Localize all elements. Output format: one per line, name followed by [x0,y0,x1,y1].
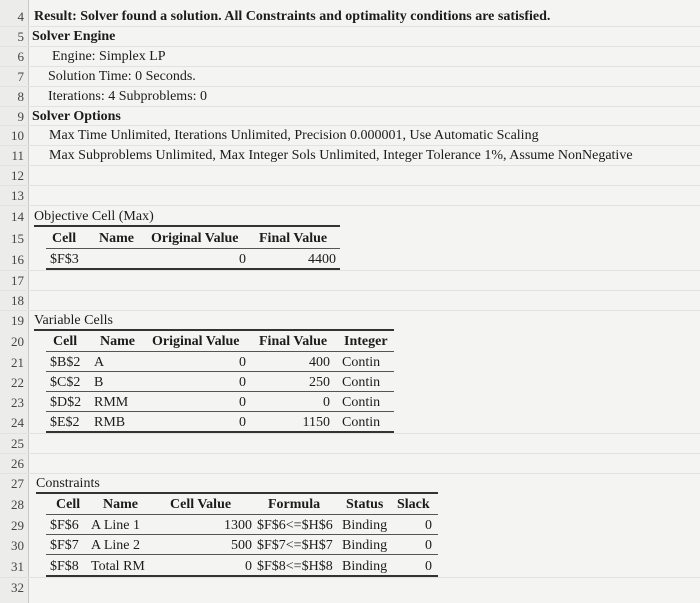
variable-name[interactable]: RMB [94,415,126,430]
row-rule [46,534,438,535]
constraints-header-rule [46,514,438,515]
constraint-value[interactable]: 0 [245,559,252,574]
constraints-header-cell[interactable]: Cell [56,497,81,512]
constraints-header-status[interactable]: Status [346,497,384,512]
variable-name[interactable]: RMM [94,395,129,410]
variable-integer[interactable]: Contin [342,415,381,430]
constraints-bottom-rule [46,575,438,577]
constraints-top-rule [36,492,438,494]
gridline [0,577,700,578]
variable-original[interactable]: 0 [239,375,246,390]
variable-final[interactable]: 0 [323,395,330,410]
variable-final[interactable]: 250 [309,375,330,390]
constraint-status[interactable]: Binding [342,518,388,533]
options-header[interactable]: Solver Options [32,109,121,124]
constraints-header-name[interactable]: Name [103,497,138,512]
engine-header[interactable]: Solver Engine [32,29,116,44]
row-rule [46,391,394,392]
objective-original-value[interactable]: 0 [239,252,246,267]
row-rule [46,371,394,372]
engine-type[interactable]: Engine: Simplex LP [52,49,166,64]
row-number[interactable]: 30 [11,538,24,553]
objective-header-final[interactable]: Final Value [259,231,328,246]
constraints-header-value[interactable]: Cell Value [170,497,232,512]
variable-name[interactable]: B [94,375,104,390]
objective-title[interactable]: Objective Cell (Max) [34,209,154,224]
variables-header-final[interactable]: Final Value [259,334,328,349]
objective-header-cell[interactable]: Cell [52,231,77,246]
variable-original[interactable]: 0 [239,355,246,370]
constraint-formula[interactable]: $F$8<=$H$8 [257,559,333,574]
row-number[interactable]: 14 [11,209,24,224]
variable-cell-ref[interactable]: $E$2 [50,415,80,430]
objective-top-rule [34,225,340,227]
variable-cell-ref[interactable]: $C$2 [50,375,81,390]
row-number[interactable]: 15 [11,231,24,246]
row-number[interactable]: 10 [11,128,24,143]
variable-cell-ref[interactable]: $B$2 [50,355,81,370]
variables-header-cell[interactable]: Cell [53,334,78,349]
row-number[interactable]: 24 [11,415,24,430]
variables-header-original[interactable]: Original Value [152,334,240,349]
variable-original[interactable]: 0 [239,395,246,410]
row-rule [46,554,438,555]
constraint-value[interactable]: 1300 [224,518,252,533]
row-number[interactable]: 13 [11,188,24,203]
row-number[interactable]: 31 [11,559,24,574]
row-number[interactable]: 11 [11,148,24,163]
row-number[interactable]: 28 [11,497,24,512]
variable-cell-ref[interactable]: $D$2 [50,395,82,410]
gridline [0,165,700,166]
result-message[interactable]: Result: Solver found a solution. All Constraints and optimality conditions are satisfied. [34,9,551,24]
row-number[interactable]: 23 [11,395,24,410]
constraint-cell-ref[interactable]: $F$6 [50,518,79,533]
objective-header-original[interactable]: Original Value [151,231,239,246]
variables-bottom-rule [46,431,394,433]
variable-integer[interactable]: Contin [342,395,381,410]
row-header-column [0,0,29,603]
constraint-slack[interactable]: 0 [425,518,432,533]
variables-title[interactable]: Variable Cells [34,313,113,328]
row-number[interactable]: 25 [11,436,24,451]
variables-top-rule [34,329,394,331]
options-line-1[interactable]: Max Time Unlimited, Iterations Unlimited, Precision 0.000001, Use Automatic Scaling [49,128,539,143]
variables-header-name[interactable]: Name [100,334,135,349]
objective-cell-ref[interactable]: $F$3 [50,252,79,267]
constraints-header-formula[interactable]: Formula [268,497,321,512]
row-rule [46,411,394,412]
variables-header-rule [46,351,394,352]
constraint-cell-ref[interactable]: $F$8 [50,559,79,574]
variables-header-integer[interactable]: Integer [344,334,388,349]
constraints-header-slack[interactable]: Slack [397,497,430,512]
variable-integer[interactable]: Contin [342,355,381,370]
variable-name[interactable]: A [94,355,105,370]
row-number[interactable]: 21 [11,355,24,370]
iterations[interactable]: Iterations: 4 Subproblems: 0 [48,89,208,104]
constraint-slack[interactable]: 0 [425,538,432,553]
solution-time[interactable]: Solution Time: 0 Seconds. [48,69,196,84]
constraint-name[interactable]: Total RM [91,559,145,574]
row-number[interactable]: 12 [11,168,24,183]
row-number[interactable]: 7 [17,69,24,84]
row-number[interactable]: 17 [11,273,24,288]
constraint-name[interactable]: A Line 2 [91,538,140,553]
row-number[interactable]: 22 [11,375,24,390]
row-number[interactable]: 32 [11,580,24,595]
gridline [0,185,700,186]
constraint-value[interactable]: 500 [231,538,252,553]
row-number[interactable]: 19 [11,313,24,328]
constraints-title[interactable]: Constraints [36,476,100,491]
constraint-formula[interactable]: $F$7<=$H$7 [257,538,333,553]
constraint-name[interactable]: A Line 1 [91,518,140,533]
gridline [0,433,700,434]
row-number[interactable]: 8 [17,89,24,104]
row-number[interactable]: 27 [11,476,24,491]
constraint-formula[interactable]: $F$6<=$H$6 [257,518,333,533]
constraint-cell-ref[interactable]: $F$7 [50,538,79,553]
row-number[interactable]: 29 [11,518,24,533]
constraint-slack[interactable]: 0 [425,559,432,574]
gridline [0,270,700,271]
constraint-status[interactable]: Binding [342,559,388,574]
variable-final[interactable]: 1150 [302,415,330,430]
row-number[interactable]: 9 [17,109,24,124]
objective-header-rule [46,248,340,249]
variable-original[interactable]: 0 [239,415,246,430]
row-number[interactable]: 4 [17,9,24,24]
row-number[interactable]: 26 [11,456,24,471]
objective-header-name[interactable]: Name [99,231,134,246]
variable-final[interactable]: 400 [309,355,330,370]
constraint-status[interactable]: Binding [342,538,388,553]
row-number[interactable]: 18 [11,293,24,308]
options-line-2[interactable]: Max Subproblems Unlimited, Max Integer Sols Unlimited, Integer Tolerance 1%, Assume NonNegative [49,148,633,163]
objective-final-value[interactable]: 4400 [308,252,336,267]
row-number[interactable]: 16 [11,252,24,267]
variable-integer[interactable]: Contin [342,375,381,390]
gridline [0,473,700,474]
gridline [0,290,700,291]
gridline [0,205,700,206]
gridline [0,453,700,454]
objective-bottom-rule [46,268,340,270]
row-number[interactable]: 20 [11,334,24,349]
row-number[interactable]: 6 [17,49,24,64]
row-number[interactable]: 5 [17,29,24,44]
